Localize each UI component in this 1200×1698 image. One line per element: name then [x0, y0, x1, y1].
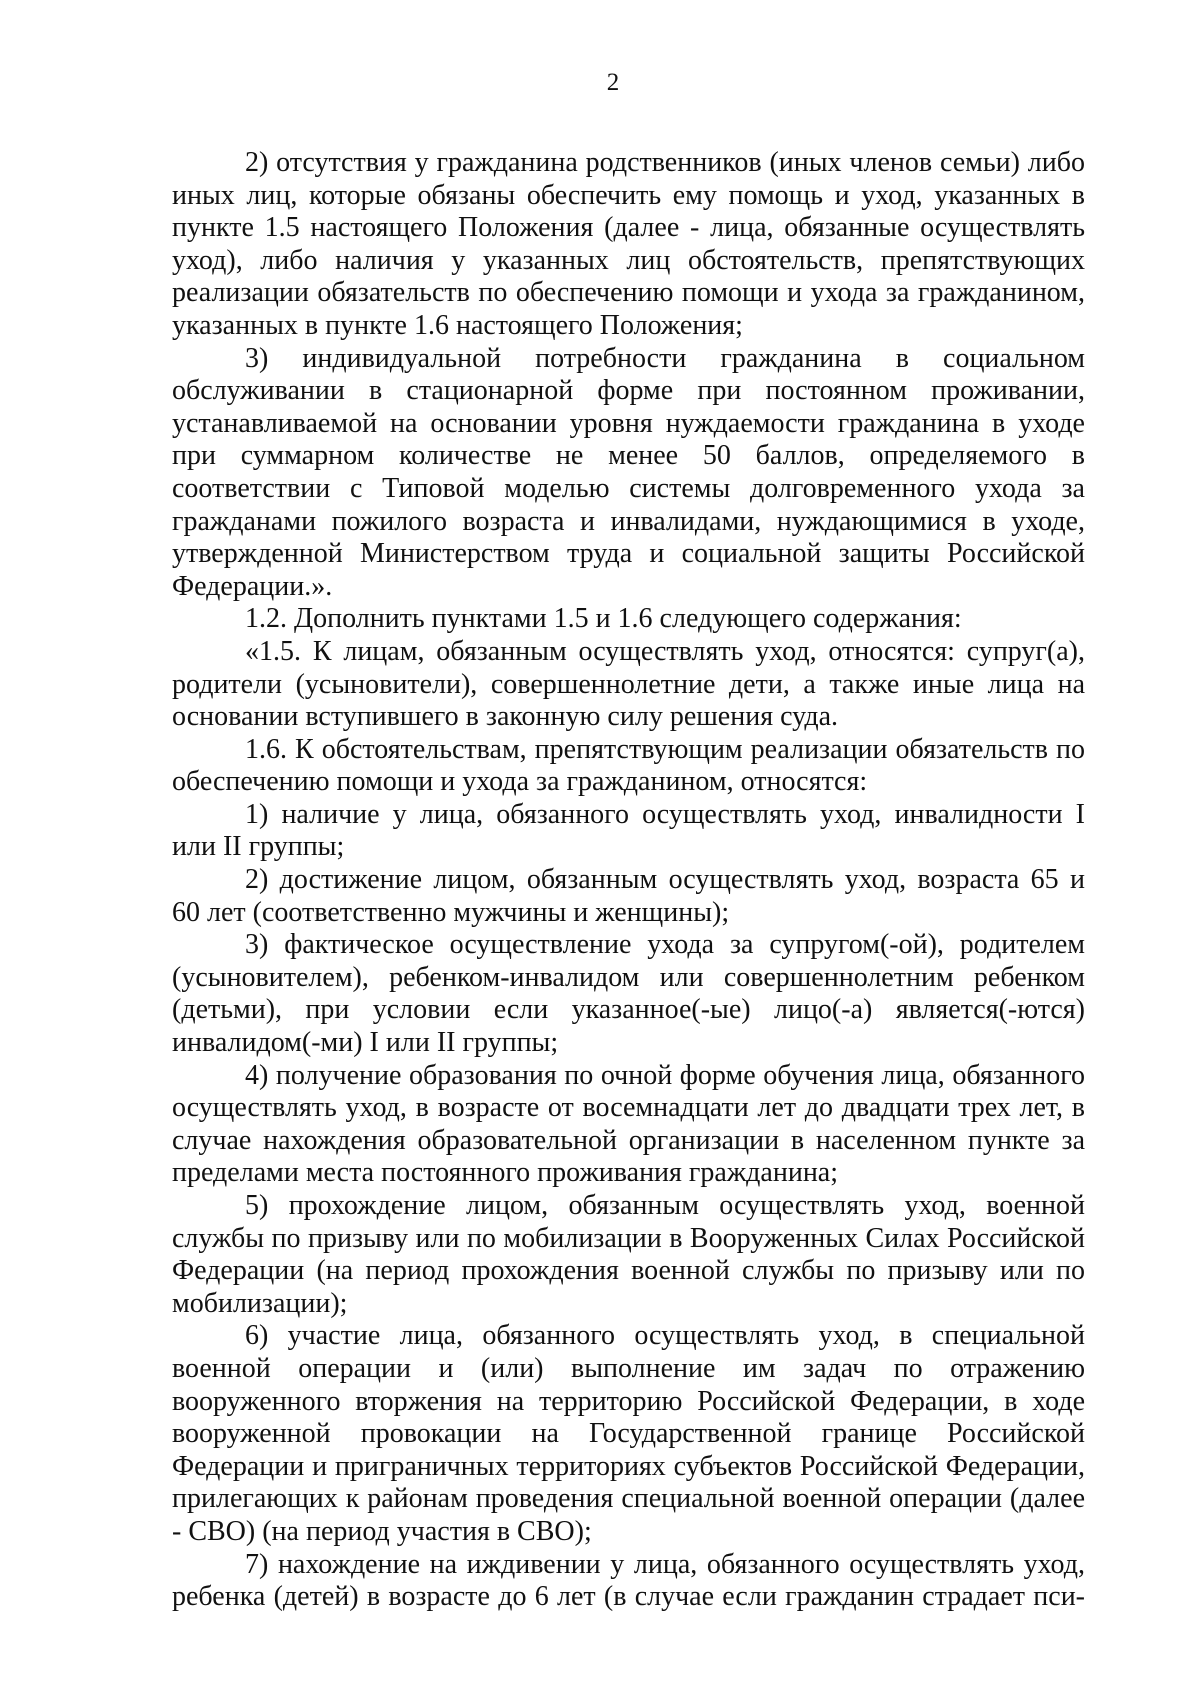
- paragraph-item-2: 2) отсутствия у гражданина родственников (иных членов семьи) либо иных лиц, которые обязаны обеспечить ему помощь и уход, указанных в пункте 1.5 настоящего Положения (далее - лица, обязанные осуществлять уход), либо наличия у указанных лиц обстоятельств, препятствующих реализации обязательств по обеспечению помощи и ухода за гражданином, указанных в пункте 1.6 настоящего Положения;: [172, 147, 1085, 341]
- paragraph-circumstance-2: 2) достижение лицом, обязанным осуществлять уход, возраста 65 и 60 лет (соответственно мужчины и женщины);: [172, 864, 1085, 928]
- paragraph-clause-1-5: «1.5. К лицам, обязанным осуществлять уход, относятся: супруг(а), родители (усыновители), совершеннолетние дети, а также иные лица на основании вступившего в законную силу решения суда.: [172, 635, 1085, 733]
- paragraph-circumstance-7: 7) нахождение на иждивении у лица, обязанного осуществлять уход, ребенка (детей) в возрасте до 6 лет (в случае если гражданин страдает пси-: [172, 1548, 1085, 1613]
- paragraph-circumstance-1: 1) наличие у лица, обязанного осуществлять уход, инвалидности I или II группы;: [172, 798, 1085, 863]
- paragraph-item-3: 3) индивидуальной потребности гражданина в социальном обслуживании в стационарной форме при постоянном проживании, устанавливаемой на основании уровня нуждаемости гражданина в уходе при суммарном количестве не менее 50 баллов, определяемого в соответствии с Типовой моделью системы долговременного ухода за гражданами пожилого возраста и инвалидами, нуждающимися в уходе, утвержденной Министерством труда и социальной защиты Российской Федерации.».: [172, 342, 1085, 602]
- paragraph-circumstance-4: 4) получение образования по очной форме обучения лица, обязанного осуществлять уход, в возрасте от восемнадцати лет до двадцати трех лет, в случае нахождения образовательной организации в населенном пункте за пределами места постоянного проживания гражданина;: [172, 1059, 1085, 1189]
- paragraph-circumstance-3: 3) фактическое осуществление ухода за супругом(-ой), родителем (усыновителем), ребенком-инвалидом или совершеннолетним ребенком (детьми), при условии если указанное(-ые) лицо(-а) является(-ются) инвалидом(-ми) I или II группы;: [172, 929, 1085, 1059]
- paragraph-clause-1-6: 1.6. К обстоятельствам, препятствующим реализации обязательств по обеспечению помощи и ухода за гражданином, относятся:: [172, 733, 1085, 798]
- page-number: 2: [606, 69, 620, 96]
- document-body: [172, 147, 1085, 1614]
- paragraph-circumstance-6: 6) участие лица, обязанного осуществлять уход, в специальной военной операции и (или) выполнение им задач по отражению вооруженного вторжения на территорию Российской Федерации, в ходе вооруженной провокации на Государственной границе Российской Федерации и приграничных территориях субъектов Российской Федерации, прилегающих к районам проведения специальной военной операции (далее - СВО) (на период участия в СВО);: [172, 1320, 1085, 1547]
- paragraph-circumstance-5: 5) прохождение лицом, обязанным осуществлять уход, военной службы по призыву или по мобилизации в Вооруженных Силах Российской Федерации (на период прохождения военной службы по призыву или по мобилизации);: [172, 1190, 1085, 1319]
- paragraph-amendment-1-2: 1.2. Дополнить пунктами 1.5 и 1.6 следующего содержания:: [245, 603, 962, 635]
